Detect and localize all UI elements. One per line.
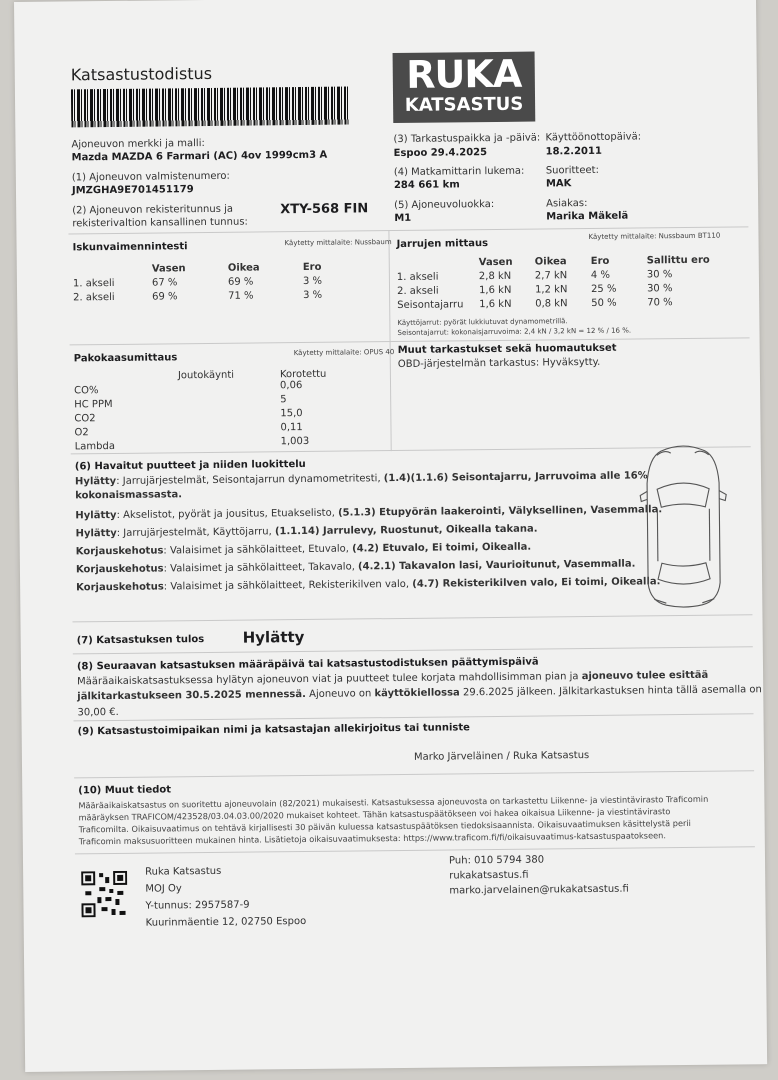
- vin-label: (1) Ajoneuvon valmistenumero:: [71, 170, 230, 184]
- first-use-label: Käyttöönottopäivä:: [545, 131, 642, 144]
- next-line-1: Määräaikaiskatsastuksessa hylätyn ajoneuvon viat ja puutteet tulee korjata mahdollisimman pian ja ajoneuvo tulee esittää: [77, 669, 709, 688]
- exhaust-col-raised: Korotettu: [279, 368, 327, 381]
- place-value: Espoo 29.4.2025: [393, 147, 488, 160]
- brakes-diff: 25 %: [590, 283, 617, 295]
- footer-company: Ruka Katsastus: [145, 865, 222, 878]
- reg-label-2: rekisterivaltion kansallinen tunnus:: [72, 216, 248, 230]
- other-checks-text: OBD-järjestelmän tarkastus: Hyväksytty.: [397, 356, 601, 371]
- shock-diff: 3 %: [302, 275, 323, 287]
- shock-header: Oikea: [227, 262, 260, 274]
- brakes-right: 2,7 kN: [534, 270, 568, 282]
- exhaust-device: Käytetty mittalaite: OPUS 40: [293, 348, 395, 358]
- make-label: Ajoneuvon merkki ja malli:: [71, 138, 205, 151]
- vin-value: JMZGHA9E701451179: [71, 184, 194, 197]
- class-label: (5) Ajoneuvoluokka:: [394, 198, 495, 212]
- divider: [75, 846, 755, 854]
- result-label: (7) Katsastuksen tulos: [76, 634, 205, 647]
- defect-item: Korjauskehotus: Valaisimet ja sähkölaitteet, Takavalo, (4.2.1) Takavalon lasi, Vaurioitunut, Vasemmalla.: [75, 558, 636, 576]
- exhaust-name: Lambda: [74, 440, 115, 453]
- footer-ytunnus: Y-tunnus: 2957587-9: [145, 899, 250, 912]
- exhaust-name: HC PPM: [74, 398, 113, 411]
- exhaust-title: Pakokaasumittaus: [73, 352, 178, 365]
- place-label: (3) Tarkastuspaikka ja -päivä:: [393, 132, 541, 146]
- shock-diff: 3 %: [303, 289, 323, 301]
- divider: [388, 230, 390, 342]
- footer-address: Kuurinmäentie 12, 02750 Espoo: [145, 915, 307, 929]
- odometer-label: (4) Matkamittarin lukema:: [393, 165, 525, 179]
- brakes-header: Sallittu ero: [646, 254, 710, 267]
- divider: [74, 713, 754, 721]
- shock-title: Iskunvaimennintesti: [72, 241, 188, 254]
- exhaust-value: 5: [280, 394, 287, 406]
- signature-title: (9) Katsastustoimipaikan nimi ja katsastajan allekirjoitus tai tunniste: [77, 722, 470, 738]
- divider: [390, 341, 392, 451]
- brakes-left: 1,6 kN: [478, 284, 512, 297]
- brakes-allowed: 70 %: [647, 297, 673, 309]
- class-value: M1: [394, 212, 412, 225]
- defect-item: Hylätty: Akselistot, pyörät ja jousitus, Etuakselisto, (5.1.3) Etupyörän laakerointi, Välyksellinen, Vasemmalla.: [75, 504, 663, 522]
- odometer-value: 284 661 km: [393, 179, 460, 192]
- defect-item: Hylätty: Jarrujärjestelmät, Käyttöjarru, (1.1.14) Jarrulevy, Ruostunut, Oikealla takana.: [75, 523, 538, 540]
- brakes-title: Jarrujen mittaus: [396, 238, 489, 251]
- other-checks-title: Muut tarkastukset sekä huomautukset: [397, 342, 617, 357]
- brakes-allowed: 30 %: [646, 283, 673, 295]
- signature-name: Marko Järveläinen / Ruka Katsastus: [413, 750, 590, 763]
- customer-value: Marika Mäkelä: [546, 210, 629, 223]
- exhaust-name: O2: [74, 427, 89, 439]
- exhaust-value: 15,0: [280, 408, 303, 420]
- result-value: Hylätty: [242, 627, 305, 647]
- brakes-axle: 2. akseli: [396, 285, 439, 298]
- brakes-allowed: 30 %: [646, 269, 673, 281]
- defect-item: kokonaismassasta.: [75, 489, 183, 502]
- brakes-header: Oikea: [534, 256, 567, 268]
- brakes-header: Vasen: [478, 256, 513, 269]
- other-info-line: määräyksen TRAFICOM/423528/03.04.03.00/2020 mukaiset kohteet. Tähän katsastuspäätökseen voi hakea oikaisua Liikenne- ja viestintävirasto: [78, 806, 671, 823]
- brakes-diff: 50 %: [591, 297, 617, 309]
- next-line-2: jälkitarkastukseen 30.5.2025 mennessä. Ajoneuvo on käyttökiellossa 29.6.2025 jälkeen. Jälkitarkastuksen hinta tällä asemalla on: [77, 684, 762, 703]
- inspector-value: MAK: [545, 178, 572, 190]
- brakes-right: 0,8 kN: [535, 298, 568, 310]
- exhaust-col-idle: Joutokäynti: [177, 369, 235, 382]
- other-info-line: Traficomilta. Oikaisuvaatimus on tehtävä kirjallisesti 30 päivän kuluessa katsastuspäätöksen tiedoksisaannista. Oikaisuvaatimuksen käsittelystä perii: [78, 817, 691, 835]
- ruka-katsastus-logo: RUKA KATSASTUS: [393, 52, 536, 123]
- divider: [72, 614, 752, 622]
- brakes-left: 1,6 kN: [479, 298, 512, 311]
- document-title: Katsastustodistus: [70, 63, 213, 85]
- brakes-header: Ero: [590, 255, 610, 267]
- brakes-note: Käyttöjarrut: pyörät lukkiutuvat dynamometrillä.: [397, 317, 568, 328]
- shock-left: 69 %: [152, 291, 178, 303]
- brakes-right: 1,2 kN: [534, 284, 568, 296]
- shock-left: 67 %: [151, 277, 178, 289]
- qr-code-icon: [81, 871, 127, 917]
- first-use-value: 18.2.2011: [545, 145, 602, 158]
- other-info-line: Määräaikaiskatsastus on suoritettu ajoneuvolain (82/2021) mukaisesti. Katsastuksessa ajoneuvosta on tarkastettu Liikenne- ja viestintävirasto Traficomin: [78, 793, 709, 811]
- next-line-3: 30,00 €.: [77, 706, 119, 719]
- next-title: (8) Seuraavan katsastuksen määräpäivä tai katsastustodistuksen päättymispäivä: [76, 656, 539, 673]
- shock-axle: 1. akseli: [72, 277, 115, 290]
- brakes-left: 2,8 kN: [478, 270, 512, 283]
- registration-number: XTY-568 FIN: [280, 201, 369, 218]
- defect-item: Korjauskehotus: Valaisimet ja sähkölaitteet, Etuvalo, (4.2) Etuvalo, Ei toimi, Oikealla.: [75, 541, 532, 558]
- divider: [74, 770, 754, 778]
- make-value: Mazda MAZDA 6 Farmari (AC) 4ov 1999cm3 A: [71, 149, 328, 164]
- shock-header: Ero: [302, 261, 322, 273]
- brakes-axle: Seisontajarru: [397, 299, 464, 312]
- reg-label-1: (2) Ajoneuvon rekisteritunnus ja: [72, 203, 234, 217]
- footer-phone: Puh: 010 5794 380: [448, 854, 545, 867]
- brakes-axle: 1. akseli: [396, 271, 439, 284]
- brakes-note: Seisontajarrut: kokonaisjarruvoima: 2,4 kN / 3,2 kN = 12 % / 16 %.: [397, 326, 632, 338]
- exhaust-name: CO2: [74, 413, 96, 425]
- defect-item: Hylätty: Jarrujärjestelmät, Seisontajarrun dynamometritesti, (1.4)(1.1.6) Seisontajarru, Jarruvoima alle 16%: [74, 470, 648, 488]
- inspection-certificate: [14, 0, 767, 1072]
- shock-device: Käytetty mittalaite: Nussbaum: [284, 238, 392, 248]
- brakes-diff: 4 %: [590, 269, 610, 281]
- shock-right: 69 %: [227, 276, 254, 288]
- shock-right: 71 %: [228, 290, 254, 302]
- inspector-label: Suoritteet:: [545, 164, 599, 177]
- exhaust-value: 1,003: [280, 435, 310, 448]
- defect-item: Korjauskehotus: Valaisimet ja sähkölaitteet, Rekisterikilven valo, (4.7) Rekisterikilven valo, Ei toimi, Oikealla.: [76, 576, 661, 594]
- other-info-line: Traficomin maksusuoritteen mukainen hinta. Lisätietoja oikaisuvaatimuksesta: https://www.traficom.fi/fi/oikaisuvaatimus-katsastuspaatokseen.: [78, 830, 666, 847]
- footer-company-2: MOJ Oy: [145, 883, 182, 895]
- other-info-title: (10) Muut tiedot: [78, 784, 172, 797]
- shock-header: Vasen: [151, 263, 186, 275]
- divider: [73, 646, 753, 654]
- footer-email[interactable]: marko.jarvelainen@rukakatsastus.fi: [449, 883, 629, 897]
- exhaust-name: CO%: [74, 385, 99, 397]
- customer-label: Asiakas:: [546, 198, 588, 210]
- defects-title: (6) Havaitut puutteet ja niiden luokittelu: [74, 458, 306, 473]
- footer-web[interactable]: rukakatsastus.fi: [449, 869, 529, 882]
- exhaust-value: 0,11: [280, 422, 303, 434]
- barcode: [71, 86, 349, 127]
- brakes-device: Käytetty mittalaite: Nussbaum BT110: [588, 231, 721, 241]
- car-diagram-icon: [637, 443, 731, 610]
- shock-axle: 2. akseli: [73, 291, 115, 304]
- exhaust-value: 0,06: [279, 380, 303, 392]
